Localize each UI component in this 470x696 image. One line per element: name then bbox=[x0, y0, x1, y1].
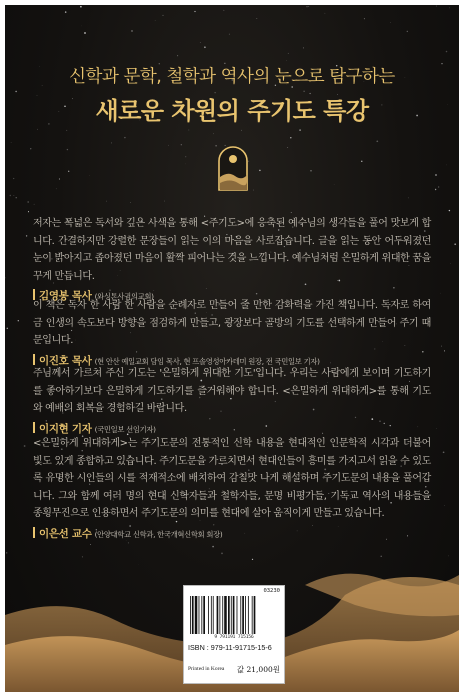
barcode-bar bbox=[203, 596, 205, 634]
reviewer-name: 김영봉 목사 bbox=[39, 290, 92, 302]
star bbox=[325, 13, 326, 14]
star bbox=[66, 130, 67, 131]
star bbox=[81, 26, 82, 27]
star bbox=[444, 350, 445, 351]
star bbox=[303, 47, 304, 48]
star bbox=[16, 197, 17, 198]
barcode-bar bbox=[192, 596, 194, 634]
review-2 bbox=[33, 297, 431, 368]
barcode-bar bbox=[245, 596, 246, 634]
star bbox=[224, 10, 225, 11]
star bbox=[436, 6, 437, 7]
star bbox=[11, 142, 12, 143]
barcode-bar bbox=[240, 596, 241, 634]
star bbox=[26, 235, 27, 236]
book-back-cover bbox=[5, 5, 459, 692]
reviewer-role: (현 안산 예일교회 담임 목사, 현 프솔영성아카데미 원장, 전 국민일보 기자) bbox=[94, 356, 320, 366]
star bbox=[286, 60, 287, 61]
headline-title: 새로운 차원의 주기도 특강 bbox=[95, 97, 369, 125]
star bbox=[364, 18, 365, 19]
review-credit bbox=[33, 421, 431, 436]
star bbox=[229, 34, 230, 35]
barcode-bars bbox=[188, 596, 280, 634]
credit-bar bbox=[33, 422, 35, 433]
star bbox=[435, 174, 437, 176]
barcode-bar bbox=[237, 596, 238, 634]
star bbox=[164, 201, 165, 202]
barcode-bar bbox=[208, 596, 209, 634]
star bbox=[181, 144, 182, 145]
star bbox=[449, 8, 450, 9]
star bbox=[168, 145, 169, 146]
star bbox=[443, 451, 445, 453]
star bbox=[308, 6, 309, 7]
barcode-panel bbox=[183, 585, 285, 684]
review-text: 이 책은 독자 한 사람 한 사람을 순례자로 만들어 줄 만한 감화력을 가진 책입니다. 독자로 하여금 인생의 속도보다 방향을 점검하게 만들고, 광장보다 골방의 기도를 선택하게 만들어 주기 때문입니다. bbox=[33, 300, 431, 346]
star bbox=[5, 277, 6, 278]
star bbox=[253, 190, 254, 191]
review-1 bbox=[33, 215, 431, 303]
barcode-bar bbox=[248, 596, 249, 634]
star bbox=[310, 170, 312, 172]
star bbox=[84, 32, 86, 34]
star bbox=[204, 46, 206, 48]
barcode-bar bbox=[201, 596, 202, 634]
star bbox=[56, 189, 57, 190]
star bbox=[288, 53, 289, 54]
barcode-bar bbox=[254, 596, 256, 634]
review-3 bbox=[33, 365, 431, 436]
barcode-digits: 9 791191 715156 bbox=[214, 635, 254, 640]
star bbox=[213, 133, 214, 134]
star bbox=[111, 142, 112, 143]
star bbox=[438, 186, 439, 187]
star bbox=[59, 179, 60, 180]
star bbox=[287, 147, 288, 148]
star bbox=[37, 129, 38, 130]
star bbox=[80, 6, 82, 8]
star bbox=[67, 149, 68, 150]
star bbox=[188, 130, 189, 131]
star bbox=[449, 210, 450, 211]
barcode-bar bbox=[252, 596, 253, 634]
star bbox=[299, 129, 301, 131]
barcode-bar bbox=[228, 596, 230, 634]
star bbox=[163, 15, 164, 16]
star bbox=[446, 51, 448, 53]
star bbox=[291, 212, 292, 213]
barcode-bar bbox=[231, 596, 232, 634]
star bbox=[200, 42, 201, 43]
isbn-text: ISBN : 979-11-91715-15-6 bbox=[188, 643, 272, 652]
star bbox=[24, 445, 26, 447]
reviewer-role: (와싱톤사귐의교회) bbox=[94, 292, 154, 301]
star bbox=[241, 130, 242, 131]
star bbox=[28, 211, 29, 212]
star bbox=[408, 198, 409, 199]
star bbox=[14, 195, 15, 196]
star bbox=[446, 165, 447, 166]
star bbox=[34, 204, 35, 205]
star bbox=[290, 137, 291, 138]
star bbox=[194, 11, 195, 12]
star bbox=[18, 320, 19, 321]
review-text: <은밀하게 위대하게>는 주기도문의 전통적인 신학 내용을 현대적인 인문학적 시각과 더불어 빛도 있게 종합하고 있습니다. 주기도문을 가르치면서 현대인들이 흥미를 가지고서 읽을 수 있도록 유명한 시인들의 시를 적재적소에 배치하여 감칠맛 나게 해설하며 주기도문의 내용을 풀어갑니다. 그와 함께 여러 명의 현대 신학자들과 철학자들, 문명 비평가들, 기독교 역사의 내용들을 종횡무진으로 인용하면서 주기도문의 의미를 현대에 살아 움직이게 만들고 있습니다. bbox=[33, 438, 431, 519]
barcode-bar bbox=[217, 596, 219, 634]
review-text: 주님께서 가르쳐 주신 기도는 '은밀하게 위대한 기도'입니다. 우리는 사람에게 보이며 기도하기를 좋아하기보다 은밀하게 기도하기를 즐거워해야 합니다. <은밀하게 위대하게>를 통해 기도와 예배의 회복을 경험하길 바랍니다. bbox=[33, 368, 431, 414]
barcode-bar bbox=[233, 596, 235, 634]
credit-bar bbox=[33, 354, 35, 365]
reviewer-role: (안양대학교 신학과, 한국개혁신학회 회장) bbox=[94, 529, 223, 539]
star bbox=[30, 148, 31, 149]
barcode-bar bbox=[190, 596, 191, 634]
star bbox=[407, 31, 408, 32]
star bbox=[436, 428, 437, 429]
star bbox=[124, 137, 125, 138]
star bbox=[435, 189, 436, 190]
reviewer-role: (국민일보 선임기자) bbox=[94, 424, 156, 434]
star bbox=[131, 30, 132, 31]
reviewer-name: 이은선 교수 bbox=[39, 527, 92, 540]
star bbox=[10, 195, 11, 196]
barcode-bar bbox=[224, 596, 227, 634]
star bbox=[444, 505, 445, 506]
barcode-bar bbox=[222, 596, 223, 634]
star bbox=[259, 170, 261, 172]
star bbox=[376, 140, 378, 142]
star bbox=[13, 178, 14, 179]
barcode-bar bbox=[195, 596, 198, 634]
barcode-bar bbox=[242, 596, 244, 634]
star bbox=[177, 55, 178, 56]
review-text: 저자는 폭넓은 독서와 깊은 사색을 통해 <주기도>에 응축된 예수님의 생각들을 풀어 맛보게 합니다. 간결하지만 강렬한 문장들이 읽는 이의 마음을 사로잡습니다. 글을 읽는 동안 어두워졌던 눈이 밝아지고 좁아졌던 마음이 활짝 피어나는 것을 느낍니다. 예수님처럼 은밀하게 위대한 꿈을 꾸게 만듭니다. bbox=[33, 218, 431, 282]
barcode-bar bbox=[199, 596, 200, 634]
star bbox=[68, 171, 69, 172]
star bbox=[106, 201, 107, 202]
reviewer-name: 이지현 기자 bbox=[39, 422, 92, 435]
star bbox=[256, 18, 257, 19]
desert-arch-emblem-icon bbox=[216, 145, 250, 191]
star bbox=[130, 202, 131, 203]
star bbox=[65, 11, 66, 12]
star bbox=[185, 156, 186, 157]
printed-in-text: Printed in Korea bbox=[188, 666, 225, 672]
star bbox=[441, 346, 442, 347]
star bbox=[7, 328, 8, 329]
barcode-bar bbox=[211, 596, 212, 634]
star bbox=[454, 243, 456, 245]
barcode-bar bbox=[213, 596, 214, 634]
barcode-bar bbox=[219, 596, 220, 634]
reviewer-name: 이진호 목사 bbox=[39, 354, 92, 367]
headline-subtitle: 신학과 문학, 철학과 역사의 눈으로 탐구하는 bbox=[69, 67, 395, 87]
star bbox=[361, 161, 362, 162]
price-text: 값 21,000원 bbox=[236, 665, 280, 674]
barcode-addon-number: 03230 bbox=[263, 588, 280, 594]
star bbox=[306, 6, 307, 7]
star bbox=[28, 202, 29, 203]
